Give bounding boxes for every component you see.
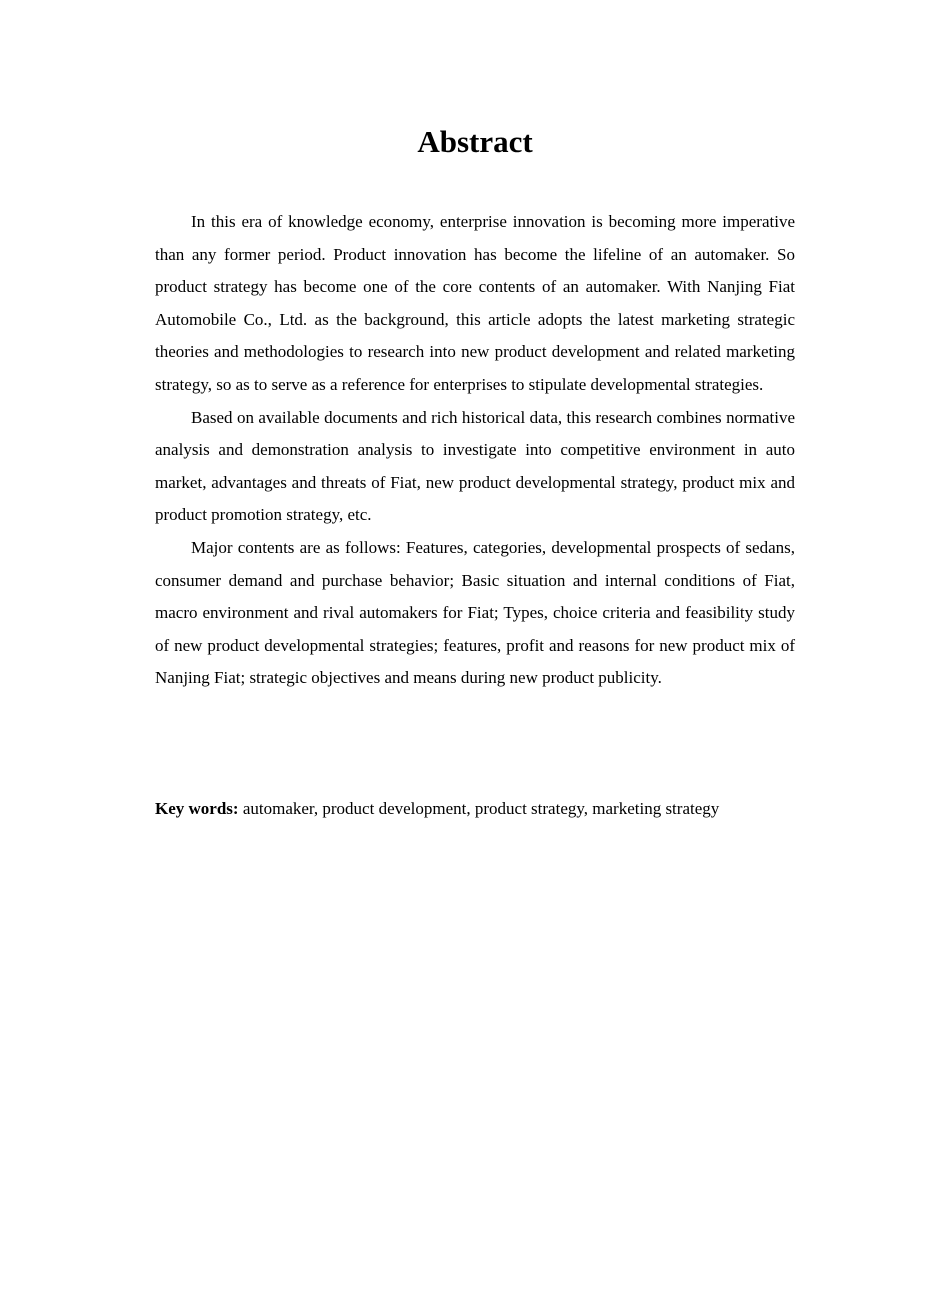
abstract-body <box>155 206 795 695</box>
abstract-paragraph-2: Based on available documents and rich historical data, this research combines normative analysis and demonstration analysis to investigate into competitive environment in auto market, advantages and threats of Fiat, new product developmental strategy, product mix and product promotion strategy, etc. <box>155 407 795 525</box>
abstract-paragraph-3: Major contents are as follows: Features, categories, developmental prospects of sedans, consumer demand and purchase behavior; Basic situation and internal conditions of Fiat, macro environment and rival automakers for Fiat; Types, choice criteria and feasibility study of new product developmental strategies; features, profit and reasons for new product mix of Nanjing Fiat; strategic objectives and means during new product publicity. <box>155 537 795 688</box>
abstract-title: Abstract <box>417 124 533 159</box>
keywords-line <box>155 793 795 825</box>
keywords-text: automaker, product development, product strategy, marketing strategy <box>242 799 720 818</box>
keywords-label: Key words: <box>155 799 239 818</box>
abstract-paragraph-1: In this era of knowledge economy, enterprise innovation is becoming more imperative than any former period. Product innovation has become the lifeline of an automaker. So product strategy has become one of the core contents of an automaker. With Nanjing Fiat Automobile Co., Ltd. as the background, this article adopts the latest marketing strategic theories and methodologies to research into new product development and related marketing strategy, so as to serve as a reference for enterprises to stipulate developmental strategies. <box>155 212 795 394</box>
